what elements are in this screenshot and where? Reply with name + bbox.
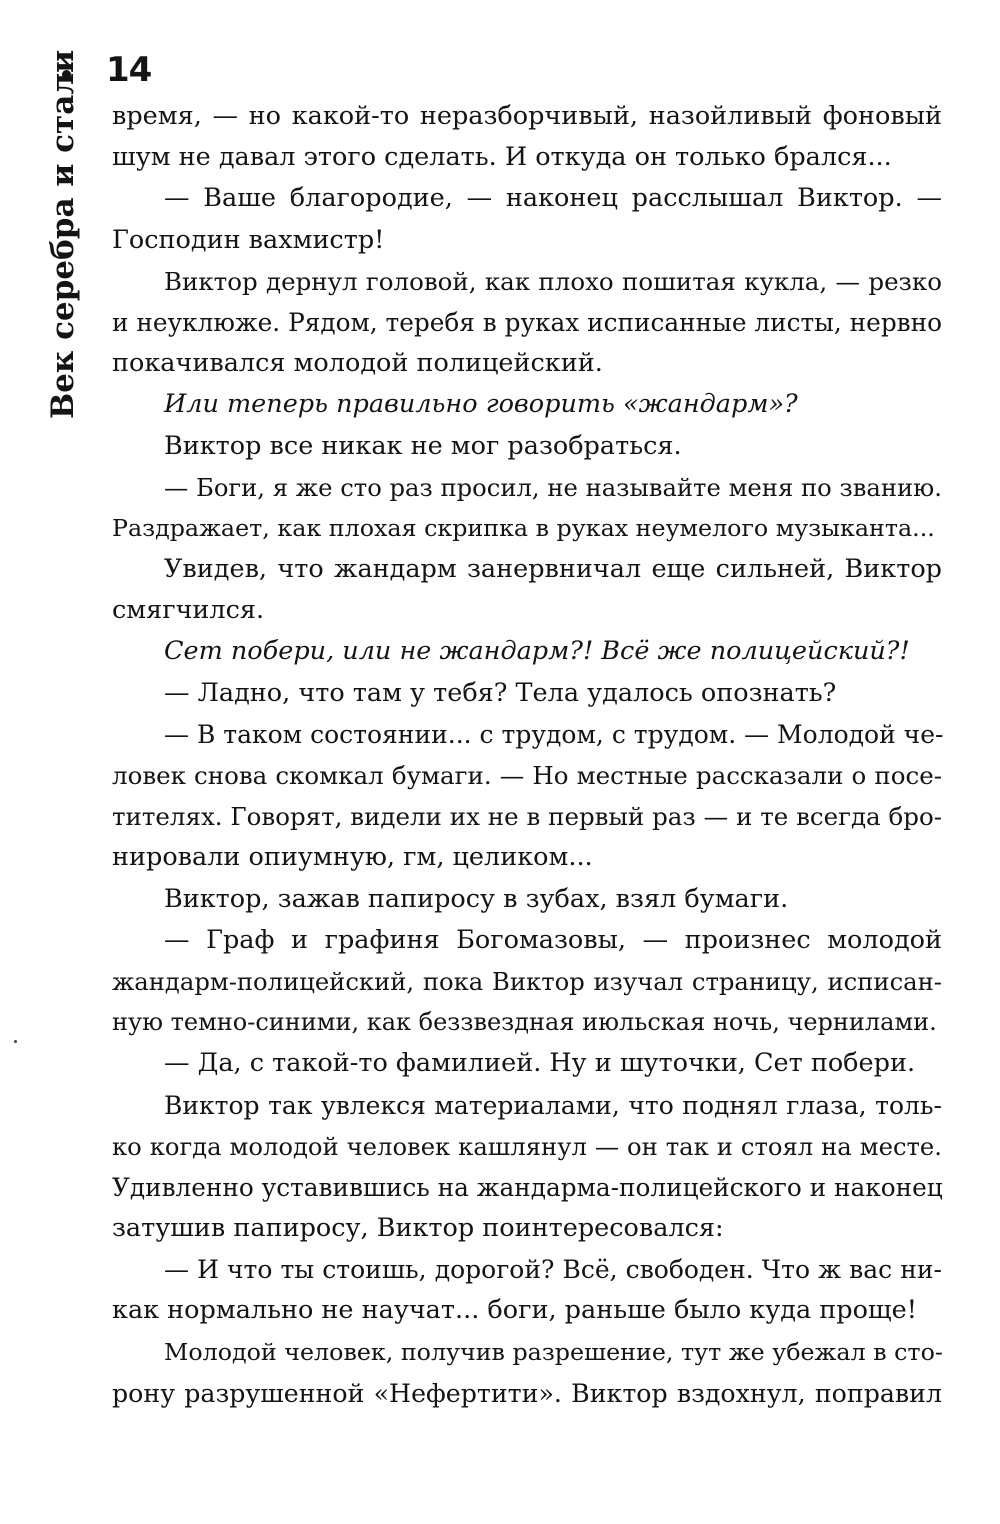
text-line: — Ваше благородие, — наконец расслышал Виктор. —	[164, 183, 942, 214]
page-number: 14	[106, 50, 152, 90]
text-line: покачивался молодой полицейский.	[112, 348, 603, 379]
text-line: Виктор так увлекся материалами, что поднял глаза, толь-	[164, 1090, 942, 1120]
text-line: тителях. Говорят, видели их не в первый раз — и те всегда бро-	[112, 802, 942, 832]
text-line: Виктор дернул головой, как плохо пошитая кукла, — резко	[164, 266, 942, 296]
text-line: Господин вахмистр!	[112, 224, 385, 255]
text-line: Сет побери, или не жандарм?! Всё же полицейский?!	[164, 636, 910, 667]
text-line: Увидев, что жандарм занервничал еще сильней, Виктор	[164, 554, 942, 585]
text-line: ловек снова скомкал бумаги. — Но местные рассказали о посе-	[112, 761, 942, 790]
text-line: жандарм-полицейский, пока Виктор изучал страницу, исписан-	[112, 966, 942, 996]
text-line: как нормально не научат... боги, раньше было куда проще!	[112, 1295, 917, 1326]
text-line: — Да, с такой-то фамилией. Ну и шуточки, Сет побери.	[164, 1048, 916, 1079]
text-line: ную темно-синими, как беззвездная июльская ночь, чернилами.	[112, 1008, 937, 1037]
text-line: Или теперь правильно говорить «жандарм»?	[164, 389, 798, 420]
text-line: затушив папиросу, Виктор поинтересовался:	[112, 1213, 724, 1244]
margin-speck	[14, 1040, 17, 1043]
book-text-body	[112, 96, 942, 1414]
text-line: — И что ты стоишь, дорогой? Всё, свободен. Что ж вас ни-	[164, 1255, 942, 1285]
text-line: — Ладно, что там у тебя? Тела удалось опознать?	[164, 677, 837, 708]
running-title: Век серебра и стали	[45, 49, 81, 419]
text-line: — В таком состоянии... с трудом, с трудом. — Молодой че-	[164, 719, 944, 749]
text-line: Молодой человек, получив разрешение, тут же убежал в сто-	[164, 1337, 943, 1366]
text-line: ко когда молодой человек кашлянул — он так и стоял на месте.	[112, 1131, 942, 1161]
text-line: — Боги, я же сто раз просил, не называйте меня по званию.	[164, 472, 942, 502]
text-line: — Граф и графиня Богомазовы, — произнес молодой	[164, 924, 942, 955]
text-line: смягчился.	[112, 595, 265, 626]
text-line: Удивленно уставившись на жандарма-полицейского и наконец	[112, 1172, 943, 1202]
text-line: рону разрушенной «Нефертити». Виктор вздохнул, поправил	[112, 1378, 942, 1408]
text-line: Виктор, зажав папиросу в зубах, взял бумаги.	[164, 883, 789, 914]
text-line: Виктор все никак не мог разобраться.	[164, 430, 682, 461]
text-line: Раздражает, как плохая скрипка в руках неумелого музыканта...	[112, 513, 935, 542]
text-line: нировали опиумную, гм, целиком...	[112, 842, 593, 873]
text-line: время, — но какой-то неразборчивый, назойливый фоновый	[112, 101, 942, 131]
text-line: и неуклюже. Рядом, теребя в руках исписанные листы, нервно	[112, 307, 942, 337]
text-line: шум не давал этого сделать. И откуда он только брался...	[112, 142, 892, 173]
